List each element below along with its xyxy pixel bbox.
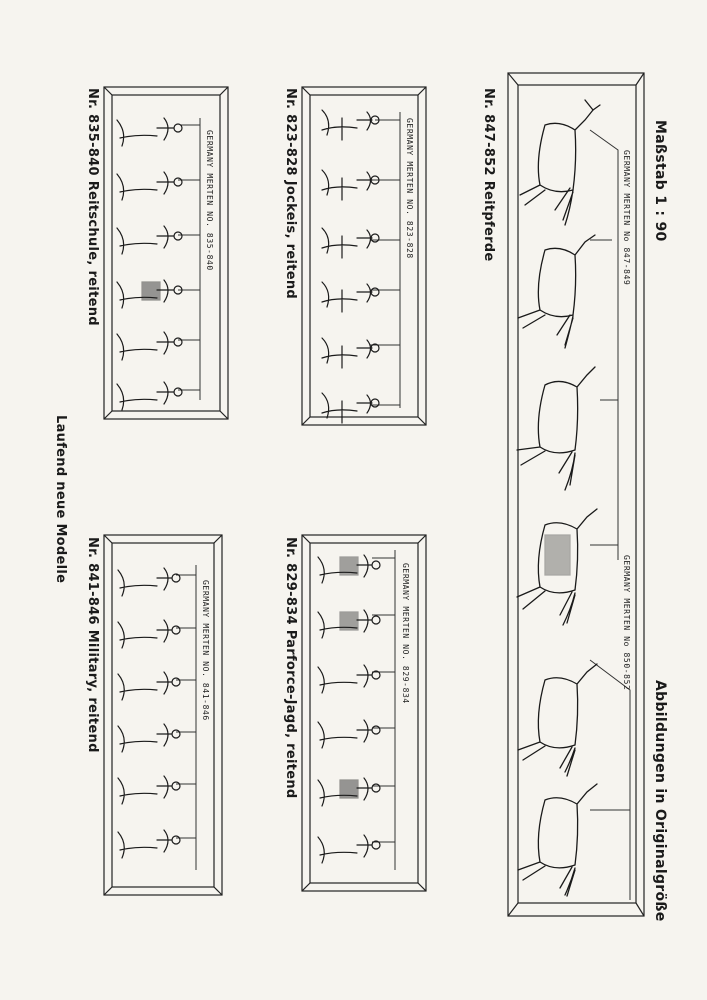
horse-figure — [518, 784, 597, 896]
hunter-figure — [318, 665, 380, 693]
horse-figure — [517, 509, 597, 625]
rider-figure — [117, 382, 182, 410]
military-figure — [118, 568, 180, 596]
tray-outlines — [104, 73, 644, 916]
stamp-military: GERMANY MERTEN NO. 841-846 — [201, 580, 210, 721]
rider-figure — [117, 332, 182, 360]
jockey-figure — [322, 338, 379, 368]
military-figure — [118, 724, 180, 752]
horse-figure — [520, 100, 600, 225]
stamp-horses-b: GERMANY MERTEN No 850-852 — [622, 555, 631, 691]
set-label-military: Nr. 841-846 Military, reitend — [85, 537, 100, 753]
hunter-figure — [318, 720, 380, 748]
stamp-jockeys: GERMANY MERTEN NO. 823-828 — [405, 118, 414, 259]
horse-figures — [517, 100, 600, 896]
rider-figures — [117, 110, 380, 863]
stamp-hunt: GERMANY MERTEN NO. 829-834 — [401, 563, 410, 704]
hunter-figure — [318, 610, 380, 638]
hunter-figure — [318, 835, 380, 863]
set-label-jockeys: Nr. 823-828 Jockeis, reitend — [283, 88, 298, 300]
rider-figure — [117, 118, 182, 146]
set-label-riding-school: Nr. 835-840 Reitschule, reitend — [85, 88, 100, 326]
jockey-figure — [322, 110, 379, 140]
horse-figure — [518, 235, 595, 348]
hunter-figure — [318, 555, 380, 583]
rider-figure — [117, 280, 182, 308]
hunter-figure — [318, 778, 380, 806]
scale-heading: Maßstab 1 : 90 — [652, 120, 668, 242]
set-label-horses: Nr. 847-852 Reitpferde — [481, 88, 496, 262]
jockey-figure — [322, 393, 379, 423]
military-figure — [118, 776, 180, 804]
jockey-figure — [322, 282, 379, 312]
original-size-heading: Abbildungen in Originalgröße — [652, 680, 668, 922]
new-models-note: Laufend neue Modelle — [53, 415, 68, 584]
stamp-riding-school: GERMANY MERTEN NO. 835-840 — [205, 130, 214, 271]
stamp-horses-a: GERMANY MERTEN No 847-849 — [622, 150, 631, 286]
rider-figure — [117, 226, 182, 254]
horse-figure — [518, 664, 597, 776]
jockey-figure — [322, 170, 379, 200]
military-figure — [118, 620, 180, 648]
sprue-lines — [176, 112, 630, 900]
rider-figure — [117, 172, 182, 200]
jockey-figure — [322, 228, 379, 258]
military-figure — [118, 672, 180, 700]
set-label-hunt: Nr. 829-834 Parforce-Jagd, reitend — [283, 537, 298, 799]
military-figure — [118, 830, 180, 858]
horse-figure — [517, 367, 595, 490]
